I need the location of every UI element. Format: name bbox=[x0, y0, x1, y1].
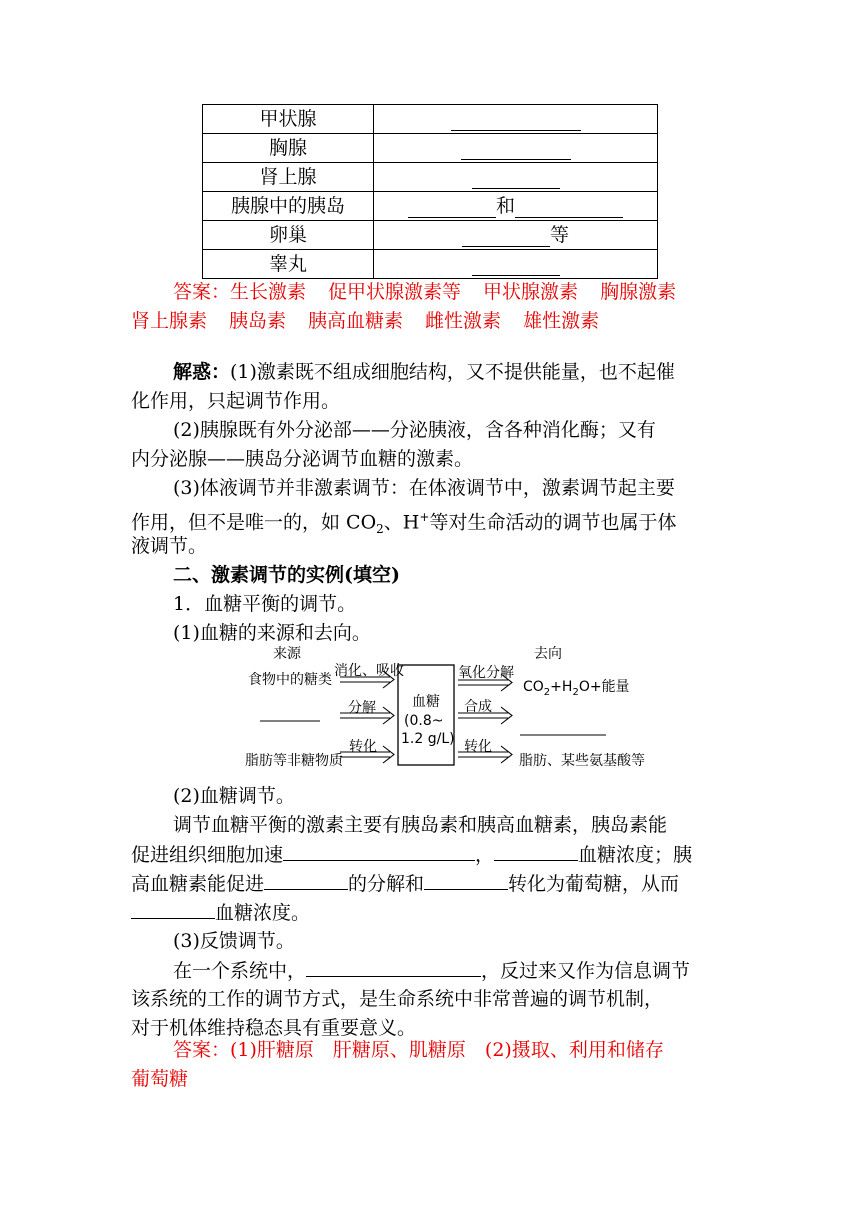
paragraph-text: (1)激素既不组成细胞结构，又不提供能量，也不起催 bbox=[230, 361, 675, 383]
blank bbox=[451, 110, 581, 131]
oxidize-label: 氧化分解 bbox=[458, 665, 514, 681]
blank bbox=[264, 869, 348, 890]
answer-item: 胸腺激素 bbox=[600, 281, 677, 303]
answer-cell bbox=[374, 134, 658, 163]
answer-item: 生长激素 bbox=[230, 281, 307, 303]
subscript: 2 bbox=[376, 522, 384, 537]
text: 作用，但不是唯一的，如 CO bbox=[131, 511, 377, 534]
text: 的分解和 bbox=[348, 873, 425, 895]
blank bbox=[306, 956, 481, 977]
products-label bbox=[523, 676, 630, 698]
item3-l1 bbox=[173, 956, 731, 986]
synth-label: 合成 bbox=[464, 699, 492, 715]
confusion-p2b: 内分泌腺——胰岛分泌调节血糖的激素。 bbox=[131, 448, 474, 470]
text: 促进组织细胞加速 bbox=[131, 844, 284, 866]
text: 血糖浓度；胰 bbox=[578, 844, 693, 866]
blank bbox=[283, 840, 475, 861]
answer-cell bbox=[374, 250, 658, 279]
confusion-p3a: (3)体液调节并非激素调节：在体液调节中，激素调节起主要 bbox=[173, 477, 675, 499]
confusion-p1b: 化作用，只起调节作用。 bbox=[131, 390, 341, 412]
gland-name: 胰腺中的胰岛 bbox=[203, 192, 374, 221]
gland-name: 甲状腺 bbox=[203, 105, 374, 134]
convert-left-label: 转化 bbox=[349, 739, 377, 755]
answer-item: 肾上腺素 bbox=[131, 310, 208, 332]
text: O+能量 bbox=[578, 679, 630, 695]
text: 转化为葡萄糖，从而 bbox=[508, 873, 680, 895]
confusion-p2a: (2)胰腺既有外分泌部——分泌胰液，含各种消化酶；又有 bbox=[173, 419, 656, 441]
connector-text: 和 bbox=[495, 195, 515, 217]
blank bbox=[472, 168, 560, 189]
answer-label: 答案： bbox=[173, 1039, 231, 1061]
center-range2: 1.2 g/L) bbox=[401, 731, 455, 747]
item3-title: (3)反馈调节。 bbox=[173, 930, 295, 952]
text: +H bbox=[550, 679, 573, 695]
table-row bbox=[203, 250, 658, 279]
blank bbox=[461, 139, 571, 160]
item3-l3: 对于机体维持稳态具有重要意义。 bbox=[131, 1017, 417, 1039]
convert-right-label: 转化 bbox=[464, 739, 492, 755]
blank bbox=[472, 255, 560, 276]
answer-item: 促甲状腺激素等 bbox=[328, 281, 462, 303]
answer-label: 答案： bbox=[173, 281, 231, 303]
center-range1: (0.8~ bbox=[404, 713, 444, 729]
item2-l1: 调节血糖平衡的激素主要有胰岛素和胰高血糖素，胰岛素能 bbox=[173, 814, 668, 836]
item2-l4 bbox=[131, 898, 731, 928]
item2-l3 bbox=[131, 869, 731, 899]
answer-cell bbox=[374, 163, 658, 192]
connector-text: 等 bbox=[549, 224, 569, 246]
item-1: 1．血糖平衡的调节。 bbox=[173, 593, 357, 615]
answer-item: 雌性激素 bbox=[425, 310, 502, 332]
confusion-p3c: 液调节。 bbox=[131, 535, 208, 557]
answer2-l1 bbox=[173, 1036, 731, 1065]
text: 、H bbox=[383, 511, 420, 534]
item2-l2 bbox=[131, 840, 731, 870]
text: 高血糖素能促进 bbox=[131, 873, 265, 895]
blank bbox=[494, 840, 578, 861]
center-title: 血糖 bbox=[412, 694, 440, 710]
answer2-l2: 葡萄糖 bbox=[131, 1068, 189, 1090]
subscript: 2 bbox=[572, 686, 579, 698]
answer-item: 胰高血糖素 bbox=[308, 310, 404, 332]
blank bbox=[131, 898, 215, 919]
blood-sugar-diagram bbox=[240, 640, 670, 775]
table-row bbox=[203, 192, 658, 221]
answer-item: 胰岛素 bbox=[229, 310, 287, 332]
table-row bbox=[203, 134, 658, 163]
blank bbox=[515, 197, 623, 218]
answer-item: 雄性激素 bbox=[523, 310, 600, 332]
gland-name: 肾上腺 bbox=[203, 163, 374, 192]
decompose-label: 分解 bbox=[348, 700, 376, 716]
answer-item: 甲状腺激素 bbox=[483, 281, 579, 303]
fat-nonsugar-label: 脂肪等非糖物质 bbox=[245, 753, 343, 769]
fat-amino-label: 脂肪、某些氨基酸等 bbox=[519, 753, 645, 769]
item-1-1: (1)血糖的来源和去向。 bbox=[173, 622, 371, 644]
blank bbox=[424, 869, 508, 890]
item3-l2: 该系统的工作的调节方式，是生命系统中非常普遍的调节机制， bbox=[131, 988, 664, 1010]
text: ， bbox=[475, 844, 495, 866]
text: 血糖浓度。 bbox=[215, 902, 311, 924]
text: CO bbox=[523, 679, 544, 695]
answer-cell bbox=[374, 221, 658, 250]
food-label: 食物中的糖类 bbox=[248, 672, 332, 688]
gland-table bbox=[202, 104, 658, 279]
dest-title: 去向 bbox=[534, 646, 562, 662]
answer1-line2 bbox=[131, 307, 731, 336]
digest-label: 消化、吸收 bbox=[334, 663, 404, 679]
superscript: + bbox=[419, 510, 430, 524]
gland-name: 卵巢 bbox=[203, 221, 374, 250]
gland-name: 睾丸 bbox=[203, 250, 374, 279]
answer1-line1 bbox=[173, 278, 731, 307]
item2-title: (2)血糖调节。 bbox=[173, 785, 295, 807]
gland-name: 胸腺 bbox=[203, 134, 374, 163]
section-heading: 二、激素调节的实例(填空) bbox=[173, 564, 400, 586]
blank bbox=[462, 226, 550, 247]
table-row bbox=[203, 221, 658, 250]
confusion-label: 解惑： bbox=[173, 361, 231, 383]
text: ，反过来又作为信息调节 bbox=[481, 960, 691, 982]
table-row bbox=[203, 105, 658, 134]
confusion-p1a bbox=[173, 358, 731, 387]
subscript: 2 bbox=[543, 686, 551, 698]
text: 在一个系统中， bbox=[173, 960, 307, 982]
table-row bbox=[203, 163, 658, 192]
answer-cell bbox=[374, 105, 658, 134]
text: 等对生命活动的调节也属于体 bbox=[429, 511, 677, 534]
source-title: 来源 bbox=[273, 646, 301, 662]
answer-cell bbox=[374, 192, 658, 221]
blank bbox=[408, 197, 496, 218]
answer-text: (1)肝糖原 肝糖原、肌糖原 (2)摄取、利用和储存 bbox=[230, 1039, 664, 1061]
